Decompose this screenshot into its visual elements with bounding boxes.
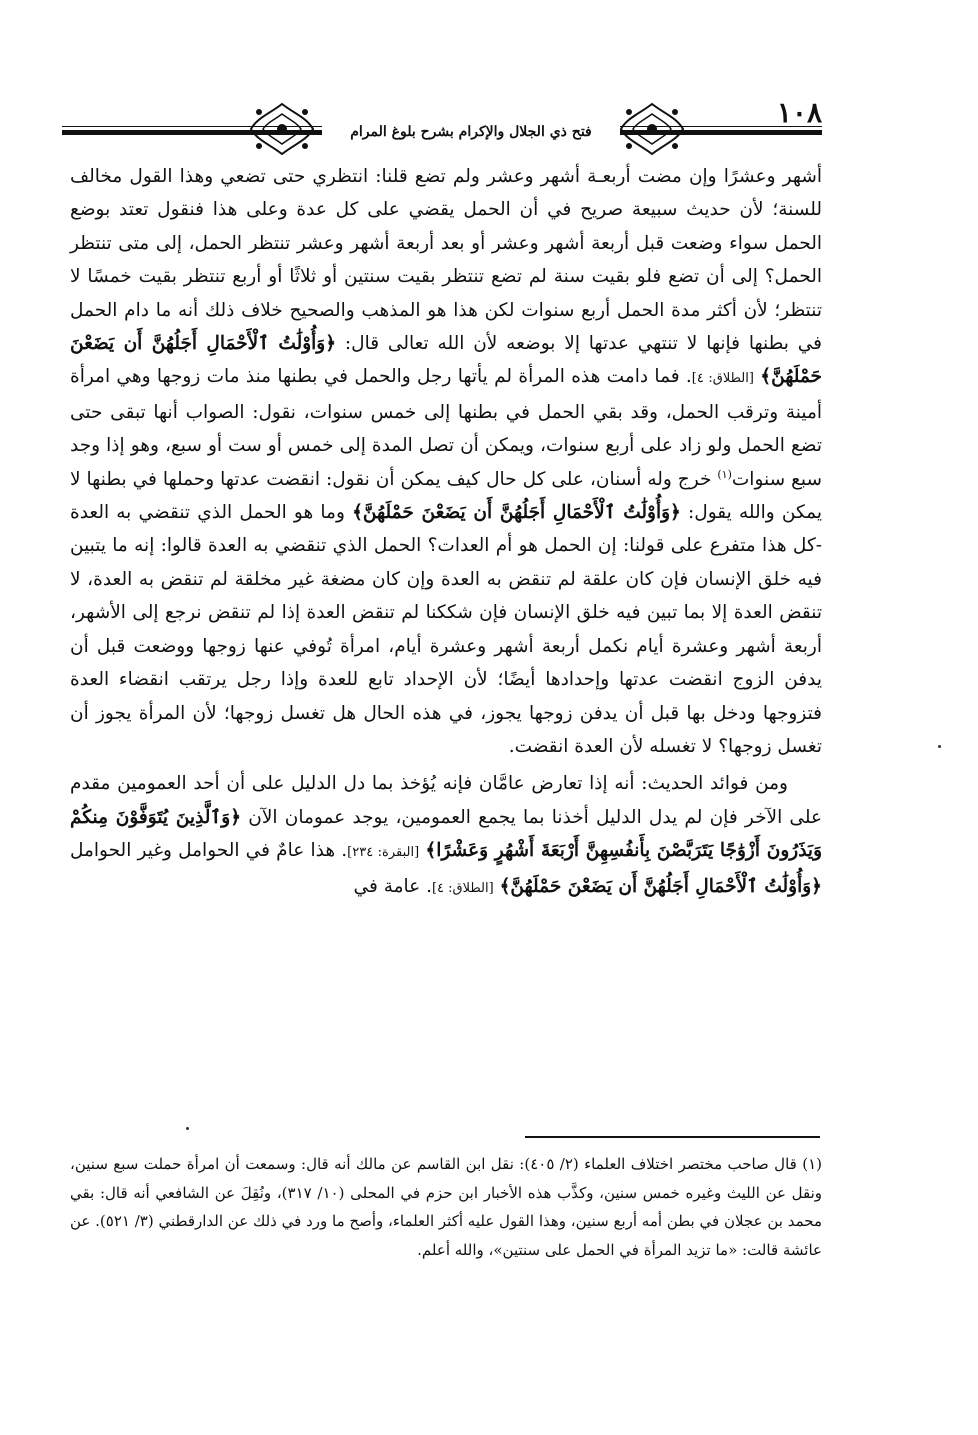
footnote-1: (١) قال صاحب مختصر اختلاف العلماء (٢/ ٤٠٥): نقل ابن القاسم عن مالك أنه قال: وسمعت أن امرأة حملت سبع سنين، ونقل عن الليث وغيره خمس سنين، وكذَّب هذه الأخبار ابن حزم في المحلى (١٠/ ٣١٧)، ونُقِلَ عن الشافعي أنه قال: بقي محمد بن عجلان في بطن أمه أربع سنين، وهذا القول عليه أكثر العلماء، وأصح ما ورد في ذلك عن الدارقطني (٣/ ٥٢١). عن عائشة قالت: «ما تزيد المرأة في الحمل على سنتين»، والله أعلم. (70, 1155, 822, 1259)
paragraph-2 (70, 767, 822, 905)
ornament-left-icon (247, 100, 317, 158)
p2-verse-2: ﴿وَأُوْلَٰتُ ٱلْأَحْمَالِ أَجَلُهُنَّ أَن يَضَعْنَ حَمْلَهُنَّ﴾ (499, 875, 822, 897)
p2-ref-1: [البقرة: ٢٣٤] (347, 845, 420, 861)
p1-text-1: أشهر وعشرًا وإن مضت أربعـة أشهر وعشر ولم تضع قلنا: انتظري حتى تضعي وهذا القول مخالف للسنة؛ لأن حديث سبيعة صريح في أن الحمل يقضي على كل عدة وعلى هذا فنقول تعتد بوضع الحمل سواء وضعت قبل أربعة أشهر وعشر أو بعد أربعة أشهر وعشر تنتظر الحمل، إلى متى تنتظر الحمل؟ إلى أن تضع فلو بقيت سنة لم تضع تنتظر بقيت سنتين أو ثلاثًا أو أربع تنتظر بقيت خمسًا لا تنتظر؛ لأن أكثر مدة الحمل أربع سنوات لكن هذا هو المذهب والصحيح خلاف ذلك أنه ما دام الحمل في بطنها فإنها لا تنتهي عدتها إلا بوضعه لأن الله تعالى قال: (70, 166, 822, 355)
paragraph-1 (70, 160, 822, 763)
p1-text-4: وما هو الحمل الذي تنقضي به العدة -كل هذا متفرع على قولنا: إن الحمل هو أم العدات؟ الحمل الذي تنقضي به العدة قالوا: إنه ما يتبين فيه خلق الإنسان فإن كان علقة لم تنقض به العدة وإن كان مضغة غير مخلقة لم تنقض به العدة، لا تنقض العدة إلا بما تبين فيه خلق الإنسان فإن شككنا لم تنقض العدة إذا لم تنقض نرجع إلى الأشهر، أربعة أشهر وعشرة أيام نكمل أربعة أشهر وعشرة أيام، امرأة تُوفي عنها زوجها ووضعت قبل أن يدفن الزوج انقضت عدتها وإحدادها أيضًا؛ لأن الإحداد تابع للعدة وإذا رجل يرتقب انقضاء العدة فتزوجها ودخل بها قبل أن يدفن زوجها يجوز، في هذه الحال هل تغسل زوجها؛ لأن المرأة يجوز أن تغسل زوجها؟ لا تغسله لأن العدة انقضت. (70, 502, 822, 757)
speck-dot-2 (186, 1127, 189, 1130)
speck-dot (938, 745, 941, 748)
footnotes (70, 1150, 822, 1264)
p2-verse-1: ﴿وَٱلَّذِينَ يُتَوَفَّوْنَ مِنكُمْ وَيَذَرُونَ أَزْوَٰجًا يَتَرَبَّصْنَ بِأَنفُسِهِنَّ أَرْبَعَةَ أَشْهُرٍ وَعَشْرًا﴾ (70, 806, 823, 862)
p2-text-1: ومن فوائد الحديث: أنه إذا تعارض عامَّان فإنه يُؤخذ بما دل الدليل على أن أحد العمومين مقدم على الآخر فإن لم يدل الدليل أخذنا بما يجمع العمومين، يوجد عمومان الآن (70, 773, 823, 828)
footnote-marker[interactable]: (١) (717, 467, 732, 481)
p2-text-3: . عامة في (353, 875, 432, 897)
p1-verse-1: ﴿وَأُوْلَٰتُ ٱلْأَحْمَالِ أَجَلُهُنَّ أَن يَضَعْنَ حَمْلَهُنَّ﴾ (70, 333, 822, 388)
p1-ref-1: [الطلاق: ٤] (691, 371, 754, 387)
p1-text-3: خرج وله أسنان، على كل حال كيف يمكن أن نقول: انقضت عدتها وحملها في بطنها لا يمكن والله يقول: (70, 468, 822, 524)
footnote-separator (525, 1136, 820, 1138)
book-title: فتح ذي الجلال والإكرام بشرح بلوغ المرام (322, 122, 620, 142)
main-text (70, 160, 822, 905)
page-number: ١٠٨ (776, 96, 822, 129)
p2-ref-2: [الطلاق: ٤] (431, 880, 494, 896)
p2-text-2: . هذا عامٌ في الحوامل وغير الحوامل (70, 840, 348, 862)
p1-text-2: . فما دامت هذه المرأة لم يأتها رجل والحمل في بطنها منذ مات زوجها وهي امرأة أمينة وترقب الحمل، وقد بقي الحمل في بطنها إلى خمس سنوات، نقول: الصواب أنها تبقى حتى تضع الحمل ولو زاد على أربع سنوات، ويمكن أن تصل المدة إلى خمس أو ست أو سبع، وهو إذا وجد سبع سنوات (70, 366, 822, 490)
page-header (62, 92, 822, 158)
ornament-right-icon (617, 100, 687, 158)
p1-verse-2: ﴿وَأُوْلَٰتُ ٱلْأَحْمَالِ أَجَلُهُنَّ أَن يَضَعْنَ حَمْلَهُنَّ﴾ (352, 502, 681, 524)
